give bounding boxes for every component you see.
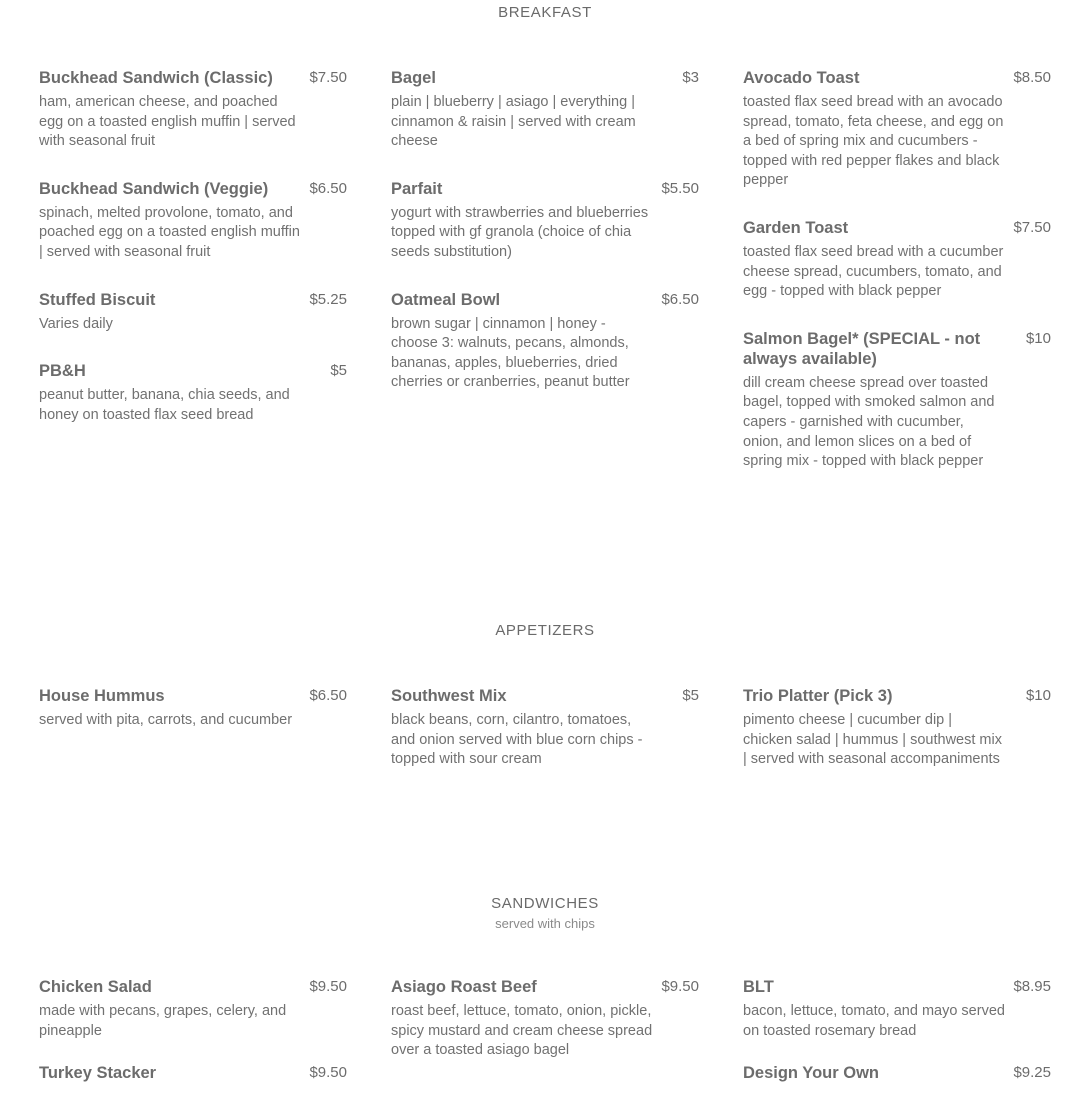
menu-item-price: $10 xyxy=(1025,687,1051,704)
menu-item-description: black beans, corn, cilantro, tomatoes, and onion served with blue corn chips - topped with sour cream xyxy=(391,712,643,768)
menu-item xyxy=(39,361,347,425)
breakfast-column-2 xyxy=(391,68,699,421)
menu-item-description: Varies daily xyxy=(39,315,113,332)
menu-item-name: Salmon Bagel* (SPECIAL - not always available) xyxy=(743,329,981,368)
menu-item xyxy=(39,290,347,335)
menu-item xyxy=(743,686,1051,770)
sandwiches-column-2 xyxy=(391,977,699,1089)
menu-item-description: brown sugar | cinnamon | honey - choose 3: walnuts, pecans, almonds, bananas, apples, blueberries, dried cherries or cranberries, peanut butter xyxy=(391,315,630,391)
menu-item-description: made with pecans, grapes, celery, and pineapple xyxy=(39,1003,287,1039)
menu-item xyxy=(743,68,1051,191)
menu-item-description: ham, american cheese, and poached egg on a toasted english muffin | served with seasonal fruit xyxy=(39,94,296,150)
menu-item-name: PB&H xyxy=(39,362,86,381)
menu-item-price: $5 xyxy=(682,687,699,704)
menu-item xyxy=(391,977,699,1061)
sandwiches-column-1 xyxy=(39,977,347,1111)
menu-item-price: $5.25 xyxy=(309,290,347,308)
menu-item-price: $7.50 xyxy=(309,69,347,86)
menu-item-name: Garden Toast xyxy=(743,218,849,237)
menu-item xyxy=(39,179,347,263)
menu-item xyxy=(391,179,699,263)
menu-item-name: Turkey Stacker xyxy=(39,1064,157,1083)
menu-item-name: Parfait xyxy=(391,179,443,198)
menu-item-description: toasted flax seed bread with an avocado spread, tomato, feta cheese, and egg on a bed of spring mix and cucumbers - topped with red pepper flakes and black pepper xyxy=(743,94,1004,189)
sandwiches-column-3 xyxy=(743,977,1051,1111)
menu-item-price: $9.50 xyxy=(661,978,699,995)
menu-item-name: House Hummus xyxy=(39,687,165,705)
menu-item-name: Asiago Roast Beef xyxy=(391,978,537,996)
menu-item-name: Bagel xyxy=(391,69,436,87)
menu-item xyxy=(391,686,699,770)
menu-item xyxy=(743,977,1051,1041)
menu-item-name: Design Your Own xyxy=(743,1064,879,1083)
menu-item-name: Buckhead Sandwich (Veggie) xyxy=(39,179,269,198)
menu-item-price: $10 xyxy=(1025,329,1051,347)
menu-item-description: bacon, lettuce, tomato, and mayo served on toasted rosemary bread xyxy=(743,1003,1005,1039)
section-title-sandwiches: SANDWICHES xyxy=(491,895,599,912)
menu-item-description: yogurt with strawberries and blueberries topped with gf granola (choice of chia seeds substitution) xyxy=(391,204,649,260)
breakfast-column-1 xyxy=(39,68,347,453)
menu-item-name: Avocado Toast xyxy=(743,69,860,87)
menu-item-price: $8.95 xyxy=(1013,978,1051,995)
menu-item-description: roast beef, lettuce, tomato, onion, pickle, spicy mustard and cream cheese spread over a toasted asiago bagel xyxy=(391,1003,653,1059)
menu-item-price: $5.50 xyxy=(661,179,699,197)
menu-item-price: $3 xyxy=(682,69,699,86)
menu-item-price: $9.50 xyxy=(309,978,347,995)
menu-item-description: toasted flax seed bread with a cucumber cheese spread, cucumbers, tomato, and egg - topped with black pepper xyxy=(743,243,1004,300)
menu-item-name: Stuffed Biscuit xyxy=(39,290,156,309)
menu-item xyxy=(743,329,1051,472)
menu-item xyxy=(391,290,699,393)
menu-item-price: $9.25 xyxy=(1013,1064,1051,1082)
menu-item-name: Chicken Salad xyxy=(39,978,152,996)
menu-item-description: peanut butter, banana, chia seeds, and honey on toasted flax seed bread xyxy=(39,387,290,423)
section-subtitle-sandwiches: served with chips xyxy=(495,916,595,931)
menu-item-name: Oatmeal Bowl xyxy=(391,290,501,309)
appetizers-column-3 xyxy=(743,686,1051,798)
menu-item-description: dill cream cheese spread over toasted bagel, topped with smoked salmon and capers - garnished with cucumber, onion, and lemon slices on a bed of spring mix - topped with black pepper xyxy=(743,374,995,470)
menu-item-price: $5 xyxy=(330,362,347,380)
menu-item-price: $9.50 xyxy=(309,1064,347,1082)
menu-item-description: spinach, melted provolone, tomato, and poached egg on a toasted english muffin | served with seasonal fruit xyxy=(39,204,300,260)
menu-item-description: pimento cheese | cucumber dip | chicken salad | hummus | southwest mix | served with seasonal accompaniments xyxy=(743,712,1002,768)
menu-item-price: $8.50 xyxy=(1013,69,1051,86)
appetizers-column-1 xyxy=(39,686,347,759)
menu-item xyxy=(39,977,347,1041)
menu-item-price: $6.50 xyxy=(309,687,347,704)
menu-item xyxy=(743,1063,1051,1083)
menu-item xyxy=(391,68,699,152)
section-title-breakfast: BREAKFAST xyxy=(498,4,592,21)
menu-item xyxy=(39,68,347,152)
menu-item-name: Trio Platter (Pick 3) xyxy=(743,687,893,705)
menu-item-description: plain | blueberry | asiago | everything | cinnamon & raisin | served with cream cheese xyxy=(391,94,636,150)
menu-item-name: Southwest Mix xyxy=(391,687,507,705)
menu-item-price: $6.50 xyxy=(661,290,699,308)
appetizers-column-2 xyxy=(391,686,699,798)
breakfast-column-3 xyxy=(743,68,1051,500)
menu-item-description: served with pita, carrots, and cucumber xyxy=(39,712,293,728)
menu-item-price: $6.50 xyxy=(309,179,347,197)
menu-item-name: Buckhead Sandwich (Classic) xyxy=(39,69,273,87)
menu-item-name: BLT xyxy=(743,978,774,996)
menu-item-price: $7.50 xyxy=(1013,218,1051,236)
menu-item xyxy=(743,218,1051,302)
menu-item xyxy=(39,686,347,731)
menu-item xyxy=(39,1063,347,1083)
section-title-appetizers: APPETIZERS xyxy=(495,622,595,639)
